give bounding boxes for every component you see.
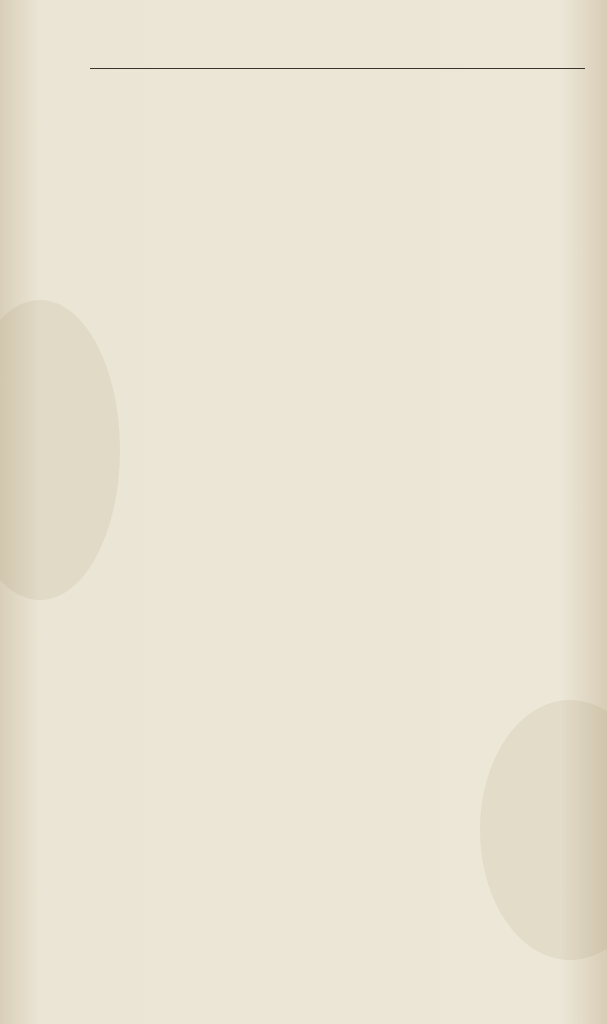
page-header — [92, 50, 582, 66]
contents-list — [92, 86, 562, 100]
header-rule — [90, 68, 585, 69]
paper-stain — [0, 300, 120, 600]
paper-stain — [480, 700, 607, 960]
